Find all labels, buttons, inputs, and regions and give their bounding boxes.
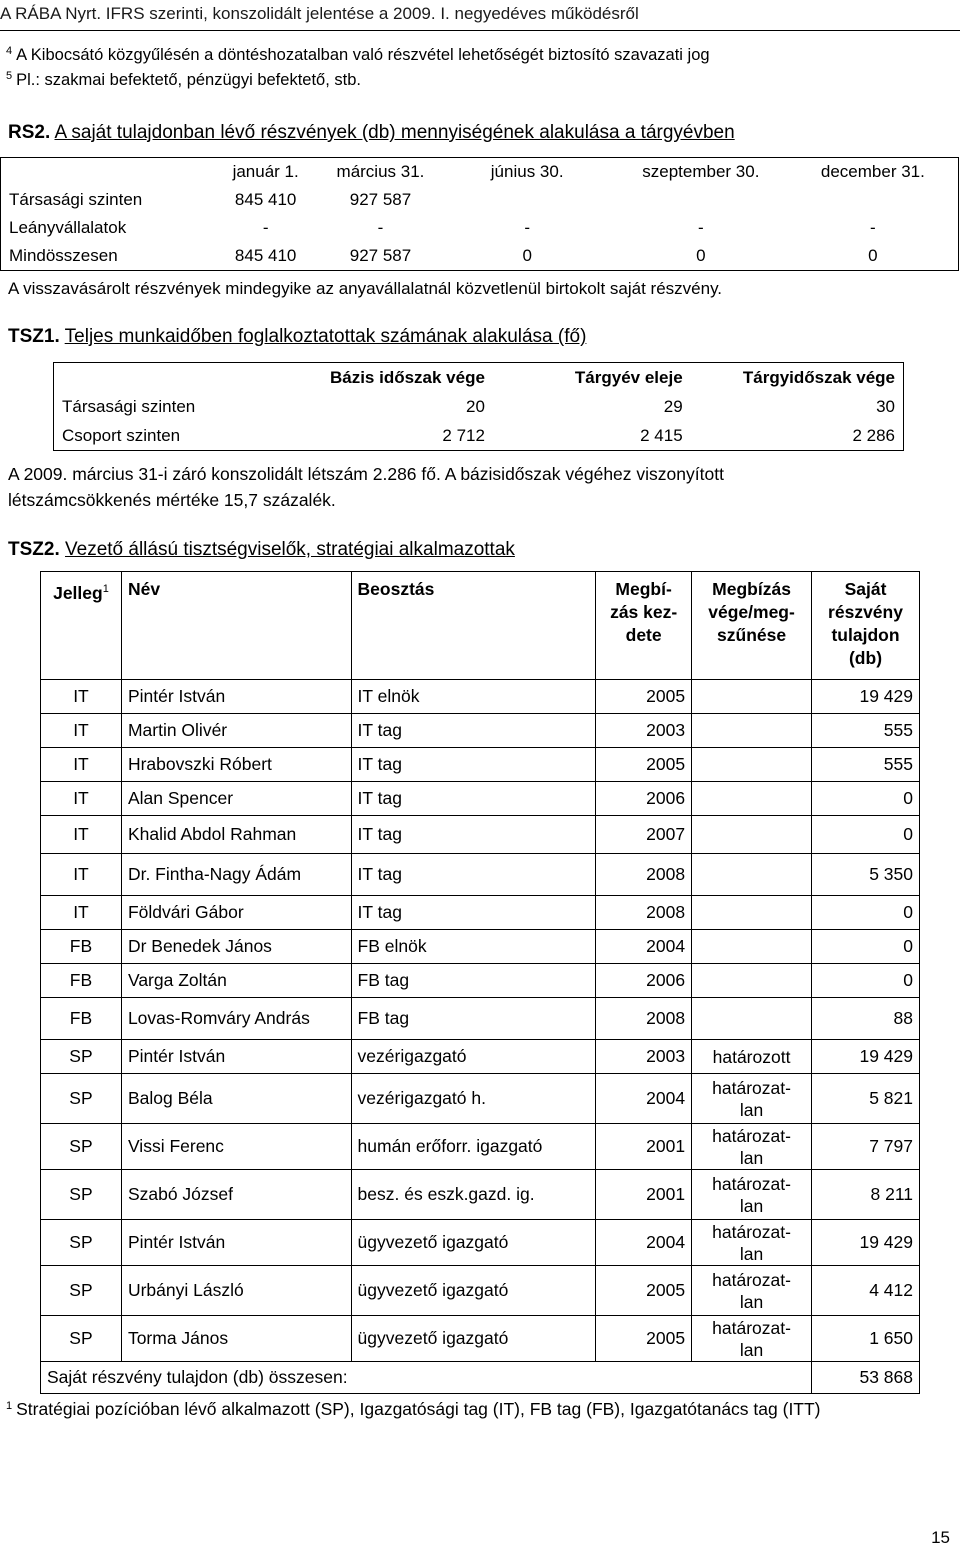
name-cell: Balog Béla xyxy=(121,1074,351,1124)
cell xyxy=(614,186,788,214)
start-cell: 2008 xyxy=(596,854,692,896)
table-row xyxy=(54,421,904,451)
col-nev: Név xyxy=(121,572,351,680)
cell: 0 xyxy=(696,246,706,265)
position-cell: IT tag xyxy=(351,854,596,896)
start-cell: 2001 xyxy=(596,1124,692,1170)
footnote-4: $^4$ A Kibocsátó közgyűlésén a döntéshozatalban való részvétel lehetőségét biztosító szavazati jog xyxy=(6,45,710,64)
cell: 2 415 xyxy=(640,425,683,445)
end-cell xyxy=(692,748,812,782)
jelleg-cell: IT xyxy=(41,896,122,930)
table-row xyxy=(41,1220,920,1266)
name-cell: Lovas-Romváry András xyxy=(121,998,351,1040)
col-vege: Megbízás vége/meg- szűnése xyxy=(692,572,812,680)
start-cell: 2005 xyxy=(596,680,692,714)
jelleg-cell: FB xyxy=(41,930,122,964)
position-cell: ügyvezető igazgató xyxy=(351,1220,596,1266)
position-cell: FB tag xyxy=(351,998,596,1040)
end-cell: határozat- lan xyxy=(692,1316,812,1362)
table-row xyxy=(41,964,920,998)
rs2-header-row xyxy=(1,158,959,187)
shares-cell: 5 821 xyxy=(812,1074,920,1124)
shares-cell: 88 xyxy=(812,998,920,1040)
cell: 845 410 xyxy=(234,190,297,209)
shares-cell: 0 xyxy=(812,782,920,816)
tsz2-footnote: $^1$ Stratégiai pozícióban lévő alkalmazott (SP), Igazgatósági tag (IT), FB tag (FB), Igazgatótanács tag (ITT) xyxy=(6,1399,821,1419)
cell: 20 xyxy=(466,396,485,416)
table-row xyxy=(41,1074,920,1124)
name-cell: Torma János xyxy=(121,1316,351,1362)
jelleg-cell: SP xyxy=(41,1170,122,1220)
name-cell: Földvári Gábor xyxy=(121,896,351,930)
total-value: 53 868 xyxy=(812,1362,920,1394)
jelleg-cell: SP xyxy=(41,1220,122,1266)
jelleg-cell: IT xyxy=(41,782,122,816)
end-cell: határozat- lan xyxy=(692,1074,812,1124)
start-cell: 2004 xyxy=(596,930,692,964)
jelleg-cell: SP xyxy=(41,1040,122,1074)
start-cell: 2005 xyxy=(596,1316,692,1362)
cell: - xyxy=(262,218,269,237)
name-cell: Varga Zoltán xyxy=(121,964,351,998)
row-label: Csoport szinten xyxy=(62,425,181,445)
end-cell: határozat- lan xyxy=(692,1170,812,1220)
tsz1-col-targyev: Tárgyév eleje xyxy=(574,367,683,387)
tsz1-table xyxy=(53,362,904,451)
col-sajat: Saját részvény tulajdon (db) xyxy=(812,572,920,680)
start-cell: 2001 xyxy=(596,1170,692,1220)
cell: - xyxy=(698,218,704,237)
jelleg-cell: SP xyxy=(41,1074,122,1124)
shares-cell: 19 429 xyxy=(812,1220,920,1266)
cell: 845 410 xyxy=(234,246,297,265)
name-cell: Pintér István xyxy=(121,1040,351,1074)
name-cell: Hrabovszki Róbert xyxy=(121,748,351,782)
table-row xyxy=(41,1170,920,1220)
name-cell: Dr Benedek János xyxy=(121,930,351,964)
start-cell: 2008 xyxy=(596,896,692,930)
cell: 927 587 xyxy=(349,190,412,209)
cell: 2 712 xyxy=(442,425,485,445)
cell: 30 xyxy=(876,396,895,416)
position-cell: vezérigazgató h. xyxy=(351,1074,596,1124)
end-cell: határozat- lan xyxy=(692,1124,812,1170)
page-number: 15 xyxy=(931,1528,950,1547)
col-jelleg: Jelleg$^1$ xyxy=(41,572,122,680)
end-cell: határozat- lan xyxy=(692,1220,812,1266)
shares-cell: 0 xyxy=(812,930,920,964)
end-cell xyxy=(692,896,812,930)
name-cell: Khalid Abdol Rahman xyxy=(121,816,351,854)
footnote-5: $^5$ Pl.: szakmai befektető, pénzügyi befektető, stb. xyxy=(6,70,361,89)
tsz1-note-line1: A 2009. március 31-i záró konszolidált létszám 2.286 fő. A bázisidőszak végéhez viszonyított xyxy=(8,464,724,484)
position-cell: besz. és eszk.gazd. ig. xyxy=(351,1170,596,1220)
table-row xyxy=(41,998,920,1040)
jelleg-cell: FB xyxy=(41,998,122,1040)
jelleg-cell: FB xyxy=(41,964,122,998)
start-cell: 2006 xyxy=(596,964,692,998)
col-kezdete: Megbí- zás kez- dete xyxy=(596,572,692,680)
shares-cell: 0 xyxy=(812,964,920,998)
rs2-col-mar: március 31. xyxy=(336,162,425,181)
cell: - xyxy=(377,218,384,237)
table-row xyxy=(41,680,920,714)
end-cell: határozat- lan xyxy=(692,1266,812,1316)
cell: 2 286 xyxy=(852,425,895,445)
end-cell xyxy=(692,930,812,964)
table-row xyxy=(1,214,959,242)
shares-cell: 8 211 xyxy=(812,1170,920,1220)
table-row xyxy=(41,930,920,964)
rs2-note: A visszavásárolt részvények mindegyike az anyavállalatnál közvetlenül birtokolt saját részvény. xyxy=(8,279,723,298)
shares-cell: 555 xyxy=(812,748,920,782)
start-cell: 2003 xyxy=(596,714,692,748)
shares-cell: 7 797 xyxy=(812,1124,920,1170)
table-row xyxy=(41,816,920,854)
name-cell: Pintér István xyxy=(121,1220,351,1266)
end-cell xyxy=(692,816,812,854)
end-cell xyxy=(692,998,812,1040)
jelleg-cell: IT xyxy=(41,816,122,854)
tsz2-header-row xyxy=(41,572,920,680)
cell: - xyxy=(524,218,531,237)
jelleg-cell: SP xyxy=(41,1316,122,1362)
table-row xyxy=(41,748,920,782)
start-cell: 2008 xyxy=(596,998,692,1040)
jelleg-cell: IT xyxy=(41,714,122,748)
end-cell xyxy=(692,854,812,896)
table-row xyxy=(41,854,920,896)
table-row xyxy=(54,392,904,421)
cell xyxy=(440,186,614,214)
end-cell xyxy=(692,964,812,998)
jelleg-cell: IT xyxy=(41,680,122,714)
start-cell: 2005 xyxy=(596,1266,692,1316)
table-row xyxy=(41,782,920,816)
cell: 927 587 xyxy=(349,246,412,265)
name-cell: Pintér István xyxy=(121,680,351,714)
end-cell xyxy=(692,680,812,714)
rs2-col-sep: szeptember 30. xyxy=(642,162,760,181)
start-cell: 2006 xyxy=(596,782,692,816)
tsz1-title: TSZ1. Teljes munkaidőben foglalkoztatottak számának alakulása (fő) xyxy=(8,326,587,347)
shares-cell: 5 350 xyxy=(812,854,920,896)
position-cell: vezérigazgató xyxy=(351,1040,596,1074)
position-cell: IT tag xyxy=(351,896,596,930)
name-cell: Vissi Ferenc xyxy=(121,1124,351,1170)
tsz2-title: TSZ2. Vezető állású tisztségviselők, stratégiai alkalmazottak xyxy=(8,539,515,560)
tsz1-header-row xyxy=(54,363,904,393)
name-cell: Urbányi László xyxy=(121,1266,351,1316)
table-row xyxy=(41,896,920,930)
rs2-col-jun: június 30. xyxy=(490,162,564,181)
shares-cell: 19 429 xyxy=(812,680,920,714)
jelleg-cell: IT xyxy=(41,748,122,782)
table-row xyxy=(1,186,959,214)
position-cell: ügyvezető igazgató xyxy=(351,1316,596,1362)
end-cell: határozott xyxy=(692,1040,812,1074)
name-cell: Alan Spencer xyxy=(121,782,351,816)
position-cell: IT tag xyxy=(351,816,596,854)
cell xyxy=(788,186,959,214)
tsz2-table xyxy=(40,571,920,1394)
cell: 29 xyxy=(663,396,683,416)
tsz1-note-line2: létszámcsökkenés mértéke 15,7 százalék. xyxy=(8,490,336,510)
table-row xyxy=(41,1266,920,1316)
row-label: Társasági szinten xyxy=(9,190,143,209)
start-cell: 2004 xyxy=(596,1074,692,1124)
name-cell: Martin Olivér xyxy=(121,714,351,748)
position-cell: FB elnök xyxy=(351,930,596,964)
start-cell: 2005 xyxy=(596,748,692,782)
row-label: Társasági szinten xyxy=(62,396,196,416)
position-cell: FB tag xyxy=(351,964,596,998)
end-cell xyxy=(692,782,812,816)
name-cell: Dr. Fintha-Nagy Ádám xyxy=(121,854,351,896)
end-cell xyxy=(692,714,812,748)
table-row xyxy=(41,1040,920,1074)
rs2-col-jan: január 1. xyxy=(232,162,299,181)
jelleg-cell: SP xyxy=(41,1266,122,1316)
shares-cell: 1 650 xyxy=(812,1316,920,1362)
position-cell: IT tag xyxy=(351,714,596,748)
tsz1-col-targyidoszak: Tárgyidőszak vége xyxy=(742,367,895,387)
cell: - xyxy=(870,218,876,237)
table-row xyxy=(41,1316,920,1362)
shares-cell: 19 429 xyxy=(812,1040,920,1074)
header-divider xyxy=(0,30,960,31)
shares-cell: 4 412 xyxy=(812,1266,920,1316)
shares-cell: 555 xyxy=(812,714,920,748)
cell: 0 xyxy=(522,246,532,265)
rs2-col-dec: december 31. xyxy=(820,162,925,181)
rs2-table xyxy=(0,157,959,271)
start-cell: 2003 xyxy=(596,1040,692,1074)
document-header: A RÁBA Nyrt. IFRS szerinti, konszolidált jelentése a 2009. I. negyedéves működésről xyxy=(0,4,639,23)
position-cell: IT tag xyxy=(351,782,596,816)
total-label: Saját részvény tulajdon (db) összesen: xyxy=(41,1362,812,1394)
position-cell: humán erőforr. igazgató xyxy=(351,1124,596,1170)
col-beosztas: Beosztás xyxy=(351,572,596,680)
start-cell: 2007 xyxy=(596,816,692,854)
table-row xyxy=(41,714,920,748)
jelleg-cell: IT xyxy=(41,854,122,896)
position-cell: IT tag xyxy=(351,748,596,782)
position-cell: ügyvezető igazgató xyxy=(351,1266,596,1316)
jelleg-cell: SP xyxy=(41,1124,122,1170)
shares-cell: 0 xyxy=(812,896,920,930)
tsz1-col-bazis: Bázis időszak vége xyxy=(329,367,485,387)
shares-cell: 0 xyxy=(812,816,920,854)
total-row xyxy=(41,1362,920,1394)
row-label: Leányvállalatok xyxy=(9,218,127,237)
row-label: Mindösszesen xyxy=(9,246,118,265)
position-cell: IT elnök xyxy=(351,680,596,714)
start-cell: 2004 xyxy=(596,1220,692,1266)
table-row xyxy=(1,242,959,271)
table-row xyxy=(41,1124,920,1170)
cell: 0 xyxy=(868,246,878,265)
name-cell: Szabó József xyxy=(121,1170,351,1220)
rs2-title: RS2. A saját tulajdonban lévő részvények (db) mennyiségének alakulása a tárgyévben xyxy=(8,122,735,143)
